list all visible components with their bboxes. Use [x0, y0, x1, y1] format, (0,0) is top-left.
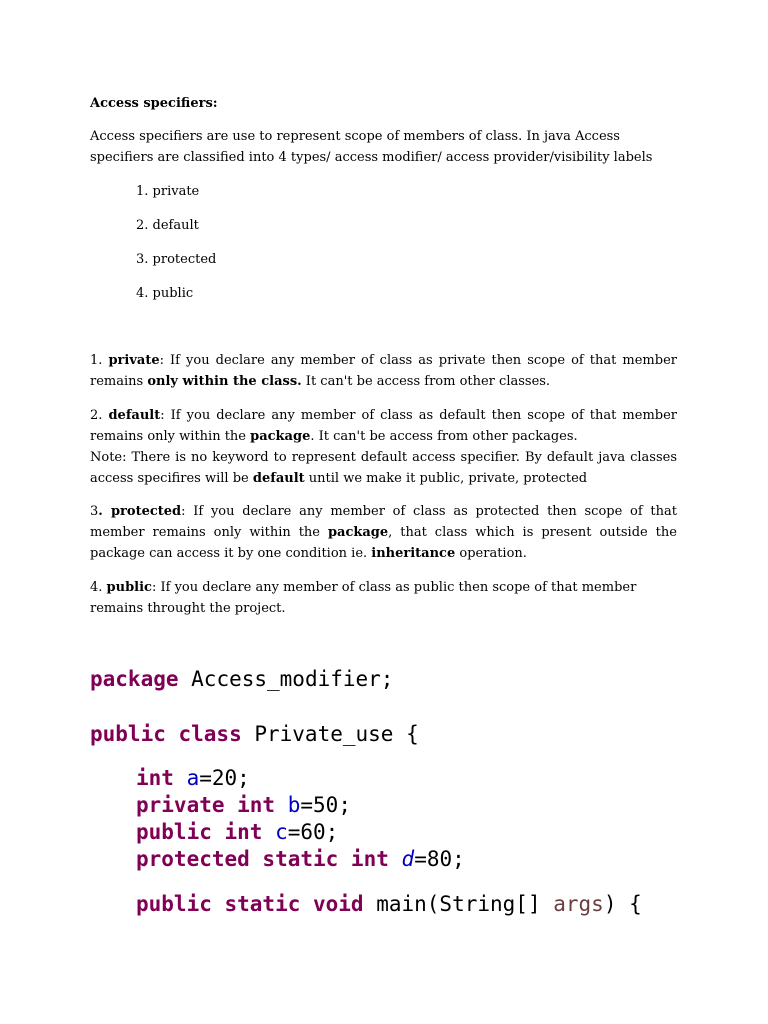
intro-paragraph: Access specifiers are use to represent scope of members of class. In java Access specifiers are classified into 4 types/ access modifier/ access provider/visibility labels [90, 129, 653, 165]
list-item-default: 2. default [136, 218, 199, 233]
field-name: b [287, 793, 301, 817]
note-paragraph: Note: There is no keyword to represent default access specifier. By default java classes access specifires will be default until we make it public, private, protected [90, 450, 677, 486]
list-item-public: 4. public [136, 286, 194, 301]
section-heading: Access specifiers: [90, 96, 218, 111]
code-line-field-b: private int b=50; [136, 793, 351, 817]
code-line-field-d: protected static int d=80; [136, 847, 465, 871]
code-line-field-a: int a=20; [136, 766, 250, 790]
list-item-protected: 3. protected [136, 252, 217, 267]
code-line-class: public class Private_use { [90, 722, 419, 746]
paragraph-private: 1. private: If you declare any member of class as private then scope of that member remains only within the class. It can't be access from other classes. [90, 353, 677, 389]
field-name: a [186, 766, 200, 790]
keyword: protected static int [136, 847, 389, 871]
keyword: public static void [136, 892, 364, 916]
code-line-main-method: public static void main(String[] args) { [136, 892, 642, 916]
keyword: package [90, 667, 179, 691]
paragraph-default: 2. default: If you declare any member of class as default then scope of that member remains only within the package. It can't be access from other packages. [90, 408, 677, 444]
argument-name: args [553, 892, 604, 916]
term-public: public [106, 580, 152, 595]
paragraph-public: 4. public: If you declare any member of class as public then scope of that member remains throught the project. [90, 580, 637, 616]
paragraph-protected: 3. protected: If you declare any member of class as protected then scope of that member remains only within the package, that class which is present outside the package can access it by one condition ie. inheritance operation. [90, 504, 677, 561]
term-default: default [108, 408, 161, 423]
code-line-package: package Access_modifier; [90, 667, 394, 691]
keyword: int [136, 766, 174, 790]
code-line-field-c: public int c=60; [136, 820, 339, 844]
term-private: private [108, 353, 160, 368]
field-name: d [401, 847, 415, 871]
keyword: public int [136, 820, 263, 844]
keyword: public class [90, 722, 242, 746]
field-name: c [275, 820, 288, 844]
term-protected: . protected [98, 504, 182, 519]
keyword: private int [136, 793, 276, 817]
list-item-private: 1. private [136, 184, 200, 199]
